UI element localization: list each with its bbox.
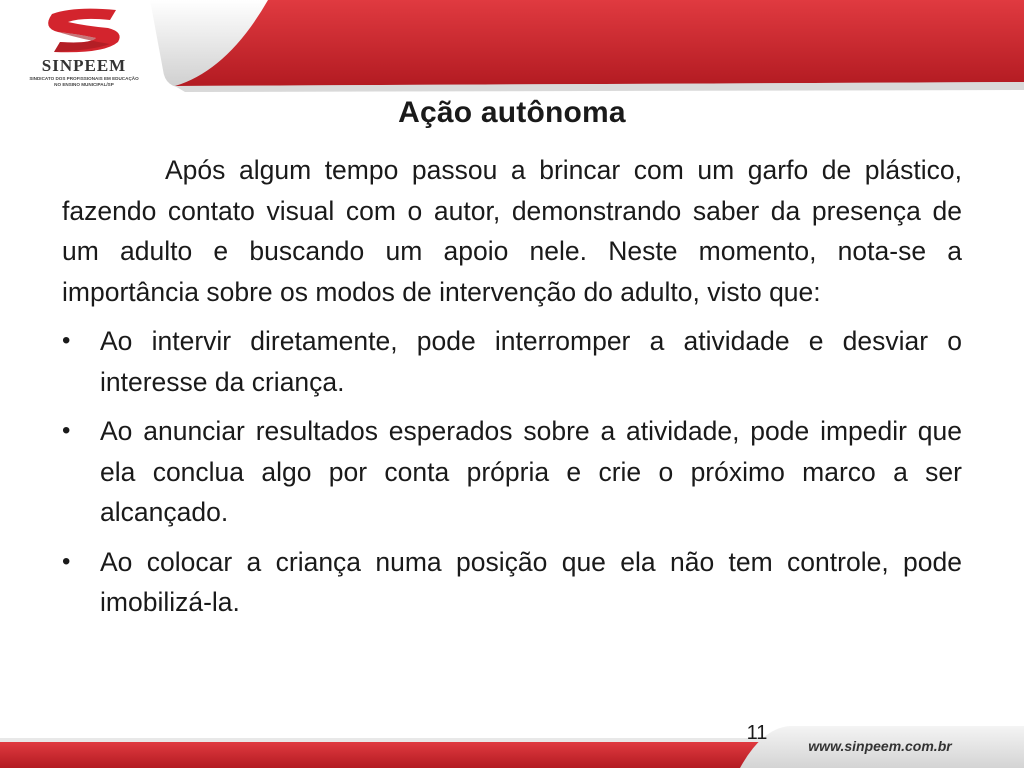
bullet-item xyxy=(62,321,962,402)
sinpeem-logo xyxy=(24,6,144,90)
header-band xyxy=(0,0,1024,100)
bullet-marker: • xyxy=(62,417,71,444)
footer-band xyxy=(0,700,1024,768)
website-url[interactable]: www.sinpeem.com.br xyxy=(808,738,952,754)
bullet-list xyxy=(62,321,962,623)
bullet-item xyxy=(62,411,962,533)
slide-body xyxy=(62,150,962,632)
bullet-marker: • xyxy=(62,327,71,354)
brand-name: SINPEEM xyxy=(41,56,127,75)
brand-subtitle: SINDICATO DOS PROFISSIONAIS EM EDUCAÇÃO NO ENSINO MUNICIPAL/SP xyxy=(29,76,139,87)
bullet-text: Ao colocar a criança numa posição que ela não tem controle, pode imobilizá-la. xyxy=(100,546,962,617)
bullet-text: Ao intervir diretamente, pode interromper a atividade e desviar o interesse da criança. xyxy=(100,326,962,397)
bullet-text: Ao anunciar resultados esperados sobre a atividade, pode impedir que ela conclua algo por conta própria e crie o próximo marco a ser alcançado. xyxy=(100,416,962,527)
intro-paragraph: Após algum tempo passou a brincar com um garfo de plástico, fazendo contato visual com o autor, demonstrando saber da presença de um adulto e buscando um apoio nele. Neste momento, nota-se a importância sobre os modos de intervenção do adulto, visto que: xyxy=(62,155,962,307)
page-number: 11 xyxy=(746,722,768,744)
bullet-item xyxy=(62,542,962,623)
bullet-marker: • xyxy=(62,547,71,575)
sinpeem-s-logo-icon xyxy=(24,6,144,56)
slide-title: Ação autônoma xyxy=(398,96,626,129)
